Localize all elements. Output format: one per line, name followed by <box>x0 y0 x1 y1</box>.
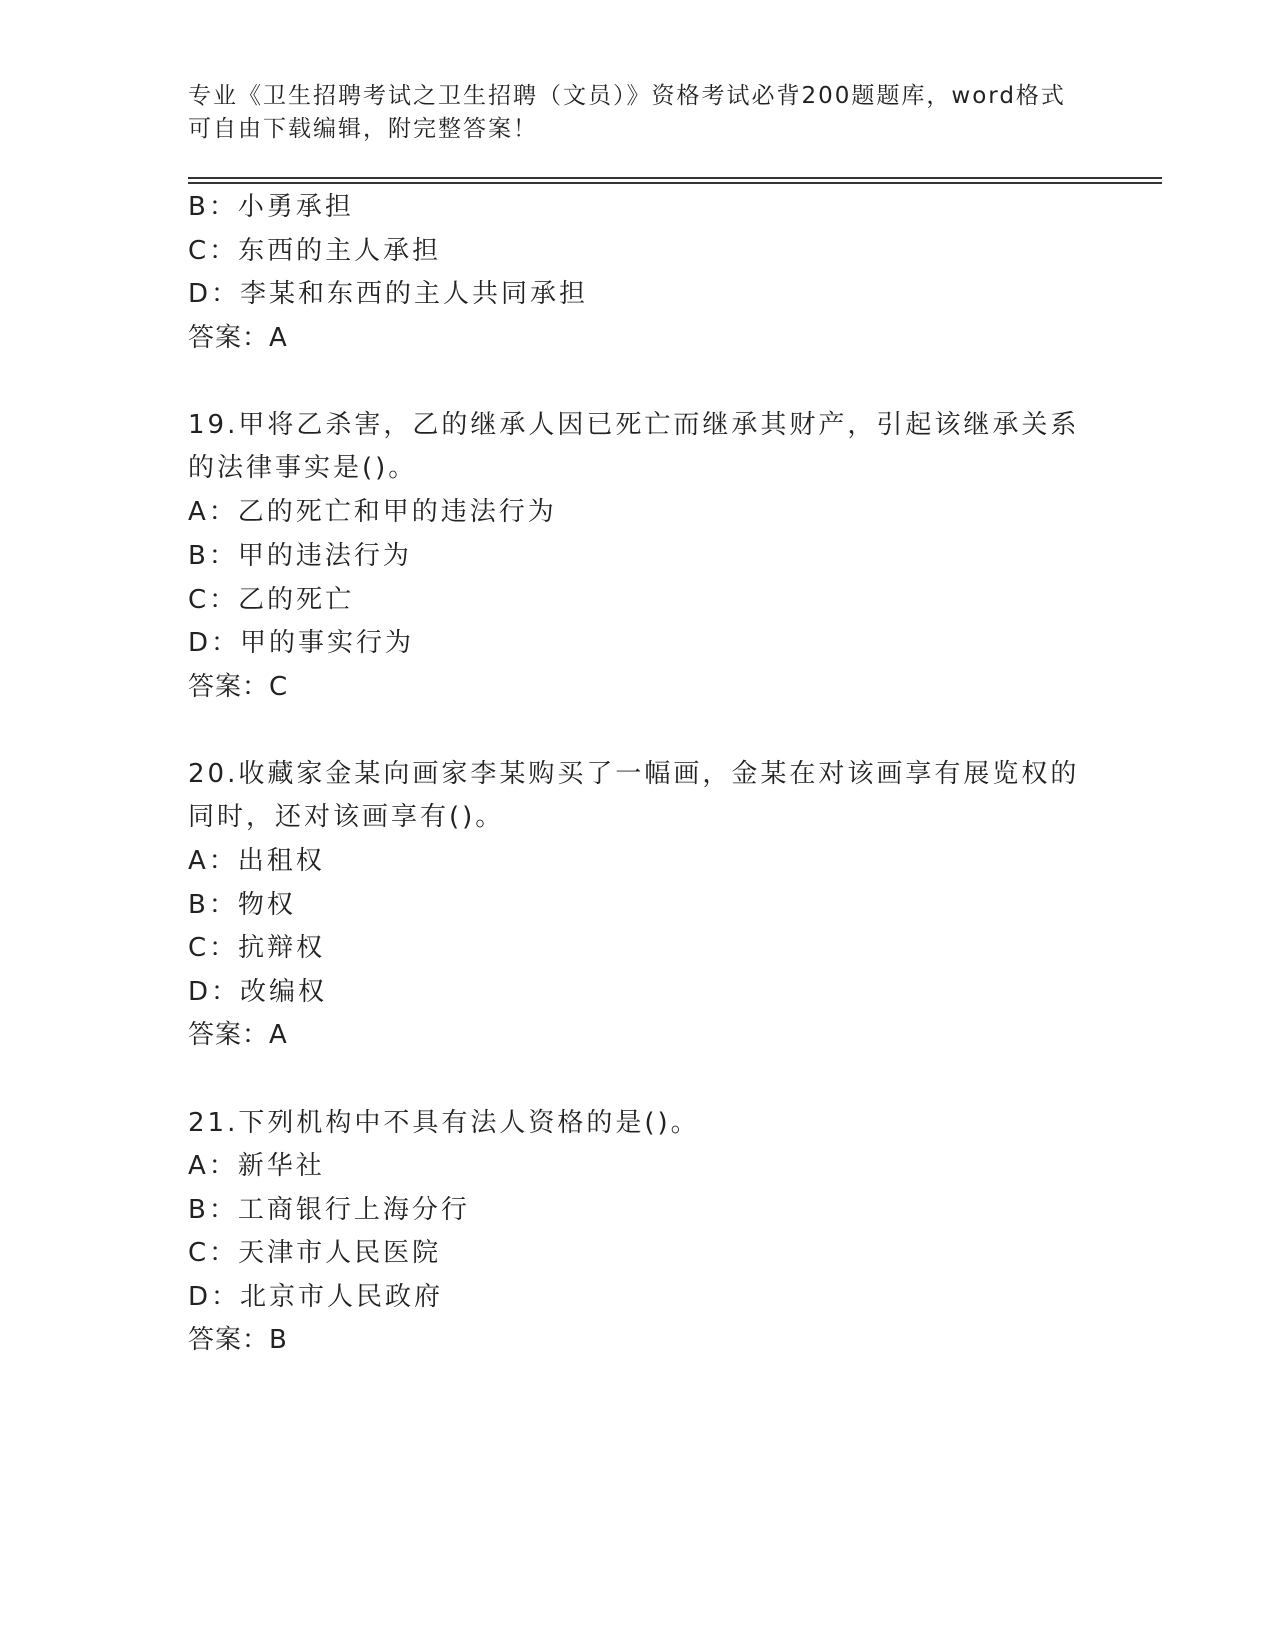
header-title-line-1: 专业《卫生招聘考试之卫生招聘（文员）》资格考试必背200题题库，word格式 <box>188 83 1066 109</box>
q21-option-c: C：天津市人民医院 <box>188 1238 442 1268</box>
q19-stem-line-2: 的法律事实是()。 <box>188 453 418 483</box>
q19-answer: 答案：C <box>188 672 289 702</box>
q20-option-c: C：抗辩权 <box>188 933 326 963</box>
q18-option-c: C：东西的主人承担 <box>188 236 442 266</box>
q20-option-d: D：改编权 <box>188 977 328 1007</box>
q20-answer: 答案：A <box>188 1020 288 1050</box>
q21-option-a: A：新华社 <box>188 1151 325 1181</box>
header-divider-bottom <box>188 182 1162 184</box>
q20-stem-line-2: 同时，还对该画享有()。 <box>188 802 505 832</box>
q19-option-a: A：乙的死亡和甲的违法行为 <box>188 497 557 527</box>
q20-option-b: B：物权 <box>188 890 296 920</box>
q19-option-d: D：甲的事实行为 <box>188 628 415 658</box>
q21-answer: 答案：B <box>188 1325 288 1355</box>
q20-option-a: A：出租权 <box>188 846 325 876</box>
q18-answer: 答案：A <box>188 323 288 353</box>
header-divider-top <box>188 177 1162 179</box>
q20-stem-line-1: 20.收藏家金某向画家李某购买了一幅画，金某在对该画享有展览权的 <box>188 759 1080 789</box>
q19-option-b: B：甲的违法行为 <box>188 541 412 571</box>
q18-option-b: B：小勇承担 <box>188 192 354 222</box>
q21-stem-line-1: 21.下列机构中不具有法人资格的是()。 <box>188 1108 700 1138</box>
q19-stem-line-1: 19.甲将乙杀害，乙的继承人因已死亡而继承其财产，引起该继承关系 <box>188 410 1080 440</box>
q21-option-b: B：工商银行上海分行 <box>188 1195 470 1225</box>
q21-option-d: D：北京市人民政府 <box>188 1282 444 1312</box>
q18-option-d: D：李某和东西的主人共同承担 <box>188 279 589 309</box>
header-title-line-2: 可自由下载编辑，附完整答案！ <box>188 116 538 142</box>
q19-option-c: C：乙的死亡 <box>188 585 355 615</box>
